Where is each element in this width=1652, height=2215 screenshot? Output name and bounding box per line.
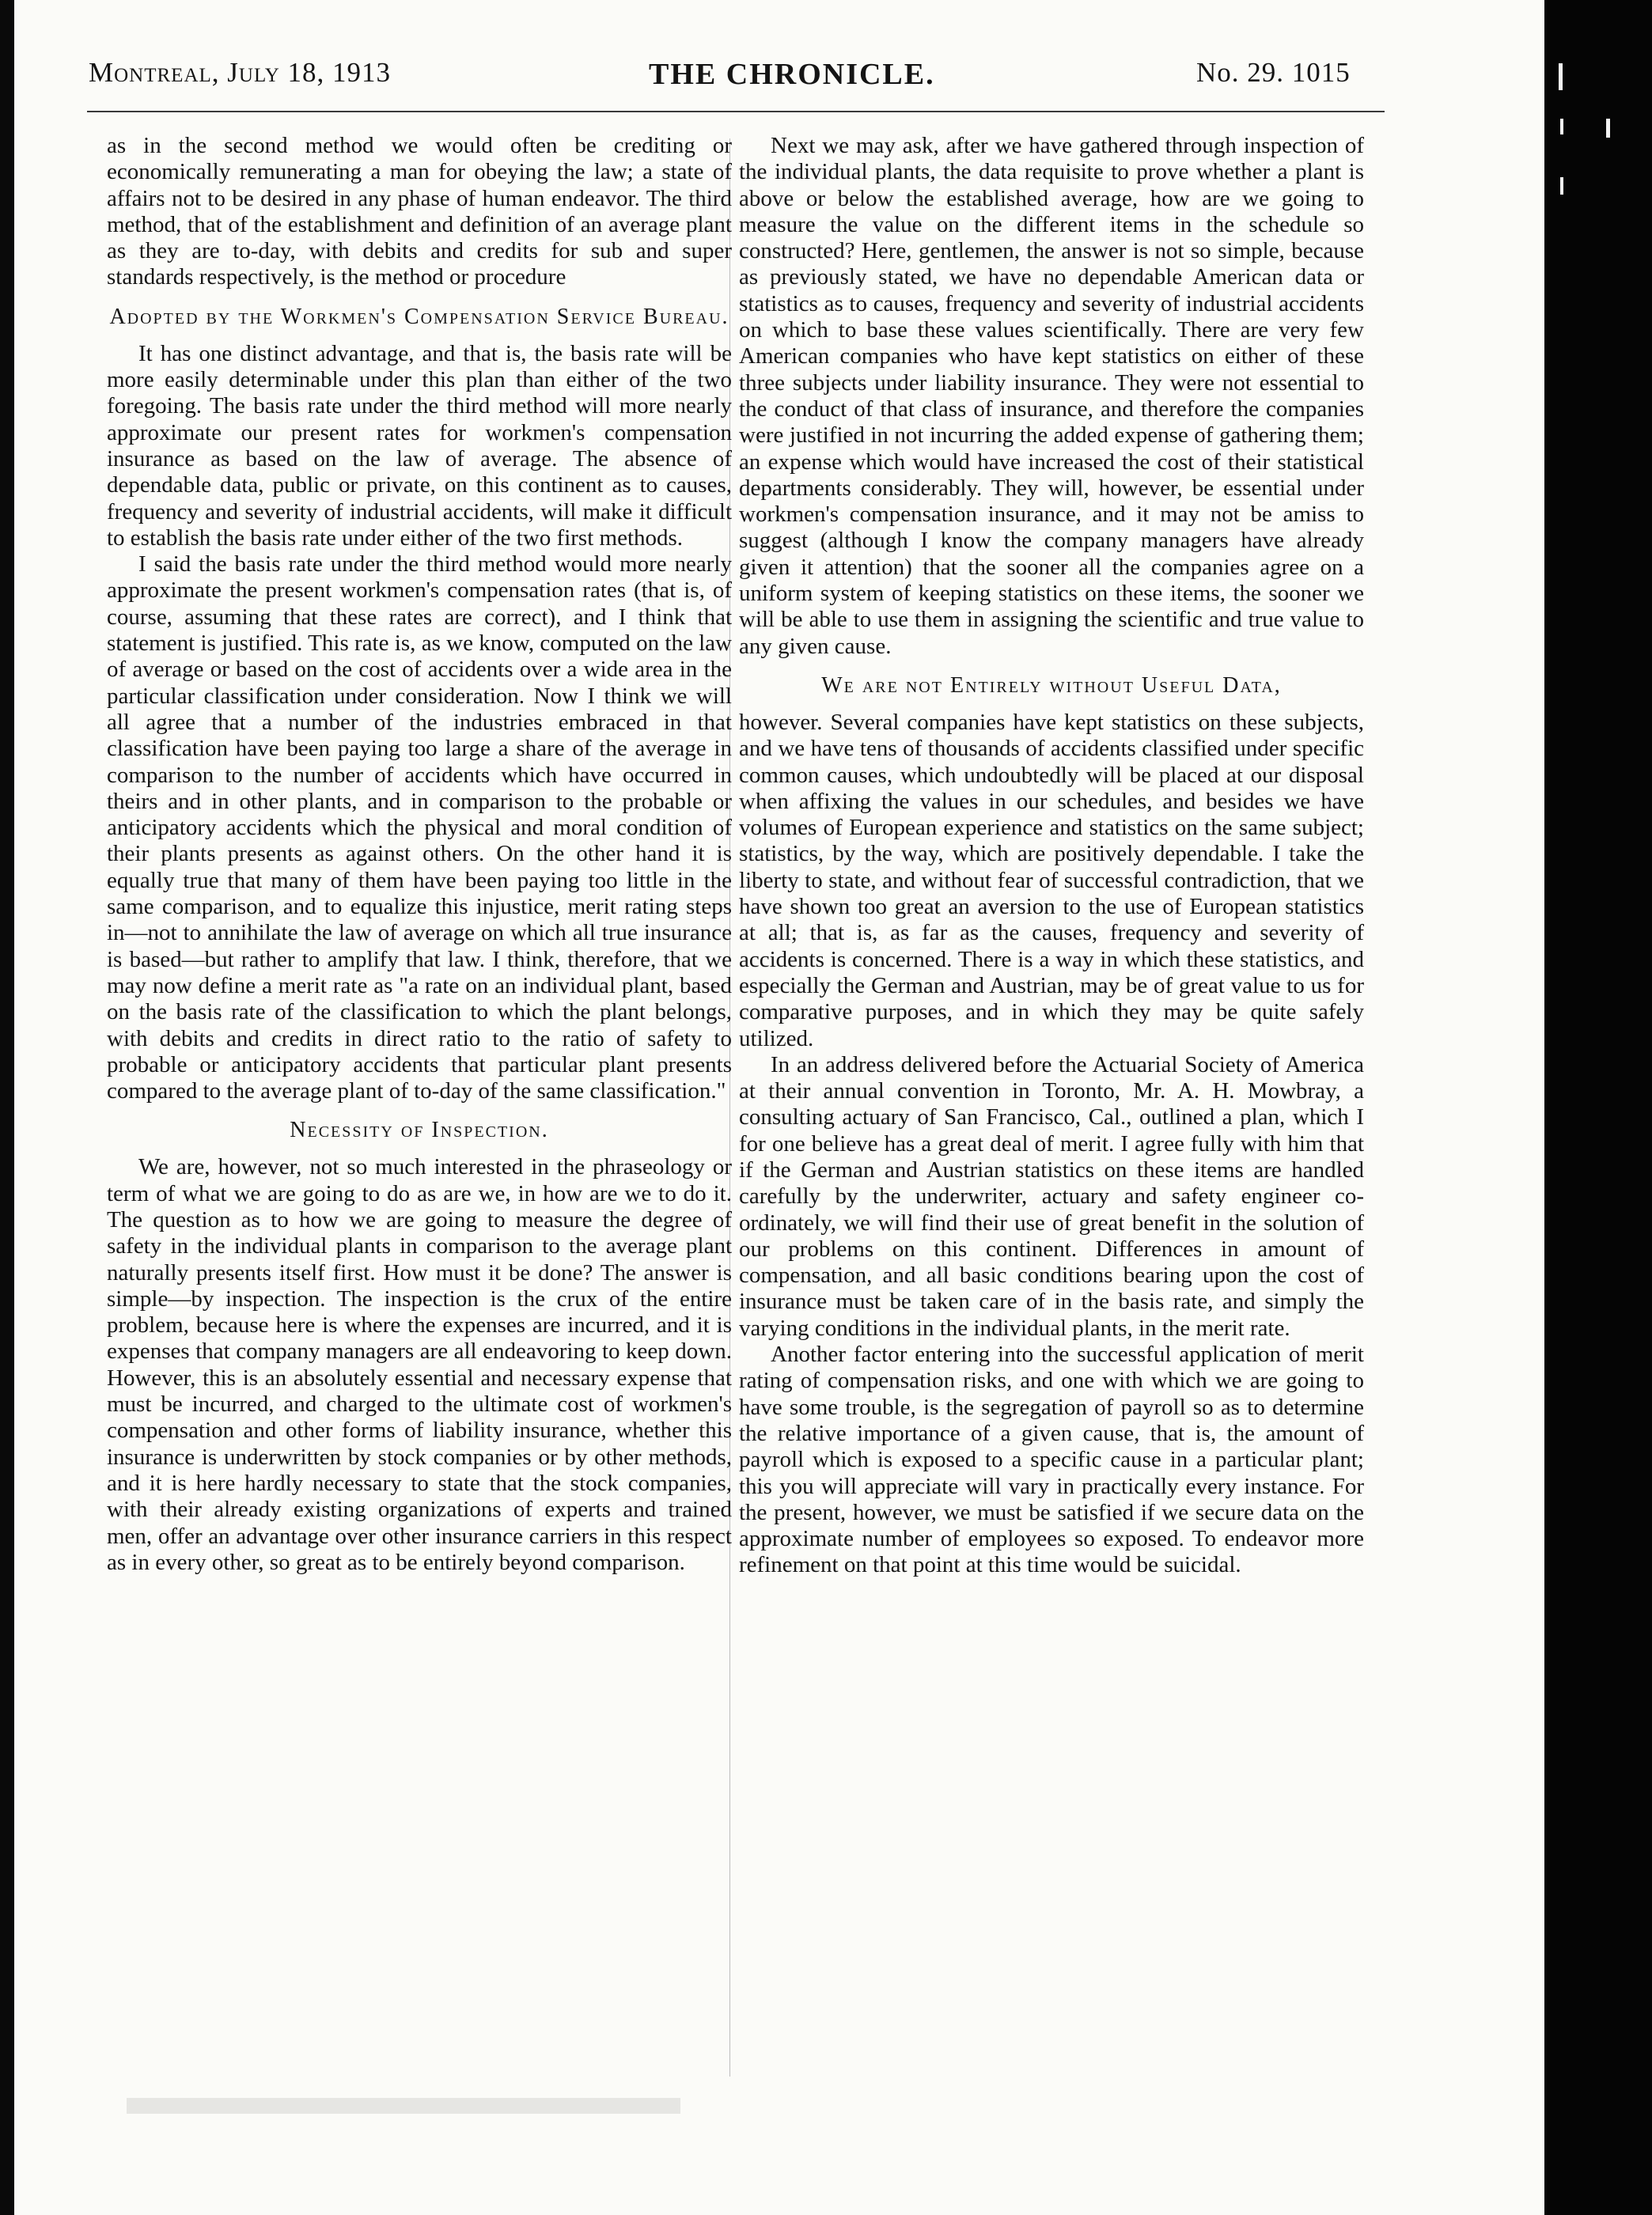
scan-border-left (0, 0, 14, 2215)
bleed-through-smudge (127, 2098, 680, 2114)
header-date: Montreal, July 18, 1913 (89, 57, 392, 88)
section-heading: We are not Entirely without Useful Data, (821, 672, 1282, 698)
header-rule (87, 111, 1385, 112)
page-header (79, 57, 1361, 104)
paragraph: however. Several companies have kept statistics on these subjects, and we have tens of thousands of accidents classified under specific common causes, which undoubtedly will be placed at our disposal when affixing the values in our schedules, and besides we have volumes of European experience and statistics on the same subject; statistics, by the way, which are positively dependable. I take the liberty to state, and without fear of successful contradiction, that we have shown too great an aversion to the use of European statistics at all; that is, as far as the causes, frequency and severity of accidents is concerned. There is a way in which these statistics, and especially the German and Austrian, may be of great value to us for comparative purposes, and in which they may be quite safely utilized. (739, 709, 1364, 1051)
paragraph: In an address delivered before the Actuarial Society of America at their annual convention in Toronto, Mr. A. H. Mowbray, a consulting actuary of San Francisco, Cal., outlined a plan, which I for one believe has a great deal of merit. I agree fully with him that if the German and Austrian statistics on these items are handled carefully by the underwriter, actuary and safety engineer co-ordinately, we will find their use of great benefit in the solution of our problems on this continent. Differences in amount of compensation, and all basic conditions bearing upon the cost of insurance must be taken care of in the basis rate, and simply the varying conditions in the individual plants, in the merit rate. (739, 1051, 1364, 1341)
header-title: THE CHRONICLE. (649, 58, 935, 91)
scan-border-right (1544, 0, 1652, 2215)
paragraph: Next we may ask, after we have gathered through inspection of the individual plants, the data requisite to prove whether a plant is above or below the established average, how are we going to measure the value on the different items in the schedule so constructed? Here, gentlemen, the answer is not so simple, because as previously stated, we have no dependable American data or statistics as to causes, frequency and severity of industrial accidents on which to base these values scientifically. There are very few American companies who have kept statistics on either of these three subjects under liability insurance. They were not essential to the conduct of that class of insurance, and therefore the companies were justified in not incurring the added expense of gathering them; an expense which would have increased the cost of their statistical departments considerably. They will, however, be essential under workmen's compensation insurance, and it may not be amiss to suggest (although I know the company managers have already given it attention) that the sooner all the companies agree on a uniform system of keeping statistics on these items, the sooner we will be able to use them in assigning the scientific and true value to any given cause. (739, 133, 1364, 659)
right-column (739, 133, 1364, 1579)
left-column (107, 133, 732, 1576)
paragraph: We are, however, not so much interested in the phraseology or term of what we are going to do as are we, in how are we to do it. The question as to how we are going to measure the degree of safety in the individual plants in comparison to the average plant naturally presents itself first. How must it be done? The answer is simple—by inspection. The inspection is the crux of the entire problem, because here is where the expenses are incurred, and it is expenses that company managers are all endeavoring to keep down. However, this is an absolutely essential and necessary expense that must be incurred, and charged to the ultimate cost of workmen's compensation and other forms of liability insurance, whether this insurance is underwritten by stock companies or by other methods, and it is here hardly necessary to state that the stock companies, with their already existing organizations of experts and trained men, offer an advantage over other insurance carriers in this respect as in every other, so great as to be entirely beyond comparison. (107, 1154, 732, 1575)
paragraph: It has one distinct advantage, and that is, the basis rate will be more easily determinable under this plan than either of the two foregoing. The basis rate under the third method will more nearly approximate our present rates for workmen's compensation insurance as based on the law of average. The absence of dependable data, public or private, on this continent as to causes, frequency and severity of industrial accidents, will make it difficult to establish the basis rate under either of the two first methods. (107, 340, 732, 551)
section-heading: Necessity of Inspection. (290, 1118, 549, 1143)
paragraph: Another factor entering into the successful application of merit rating of compensation risks, and one with which we are going to have some trouble, is the segregation of payroll so as to determine the relative importance of a given cause, that is, the amount of payroll which is exposed to a specific cause in a particular plant; this you will appreciate will vary in practically every instance. For the present, however, we must be satisfied if we secure data on the approximate number of employees so exposed. To endeavor more refinement on that point at this time would be suicidal. (739, 1342, 1364, 1578)
paragraph: I said the basis rate under the third method would more nearly approximate the present workmen's compensation rates (that is, of course, assuming that these rates are correct), and I think that statement is justified. This rate is, as we know, computed on the law of average or based on the cost of accidents over a wide area in the particular classification under consideration. Now I think we will all agree that a number of the industries embraced in that classification have been paying too large a share of the average in comparison to the number of accidents which have occurred in theirs and in other plants, and in comparison to the probable or anticipatory accidents which the physical and moral condition of their plants presents as against others. On the other hand it is equally true that many of them have been paying too little in the same comparison, and to equalize this injustice, merit rating steps in—not to annihilate the law of average on which all true insurance is based—but rather to amplify that law. I think, therefore, that we may now define a merit rate as "a rate on an individual plant, based on the basis rate of the classification to which the plant belongs, with debits and credits in direct ratio to the ratio of safety to probable or anticipatory accidents that particular plant presents compared to the average plant of to-day of the same classification." (107, 551, 732, 1104)
section-heading: Adopted by the Workmen's Compensation Service Bureau. (109, 304, 729, 329)
header-issue-page: No. 29. 1015 (1196, 57, 1351, 88)
paragraph: as in the second method we would often be crediting or economically remunerating a man for obeying the law; a state of affairs not to be desired in any phase of human endeavor. The third method, that of the establishment and definition of an average plant as they are to-day, with debits and credits for sub and super standards respectively, is the method or procedure (107, 133, 732, 290)
